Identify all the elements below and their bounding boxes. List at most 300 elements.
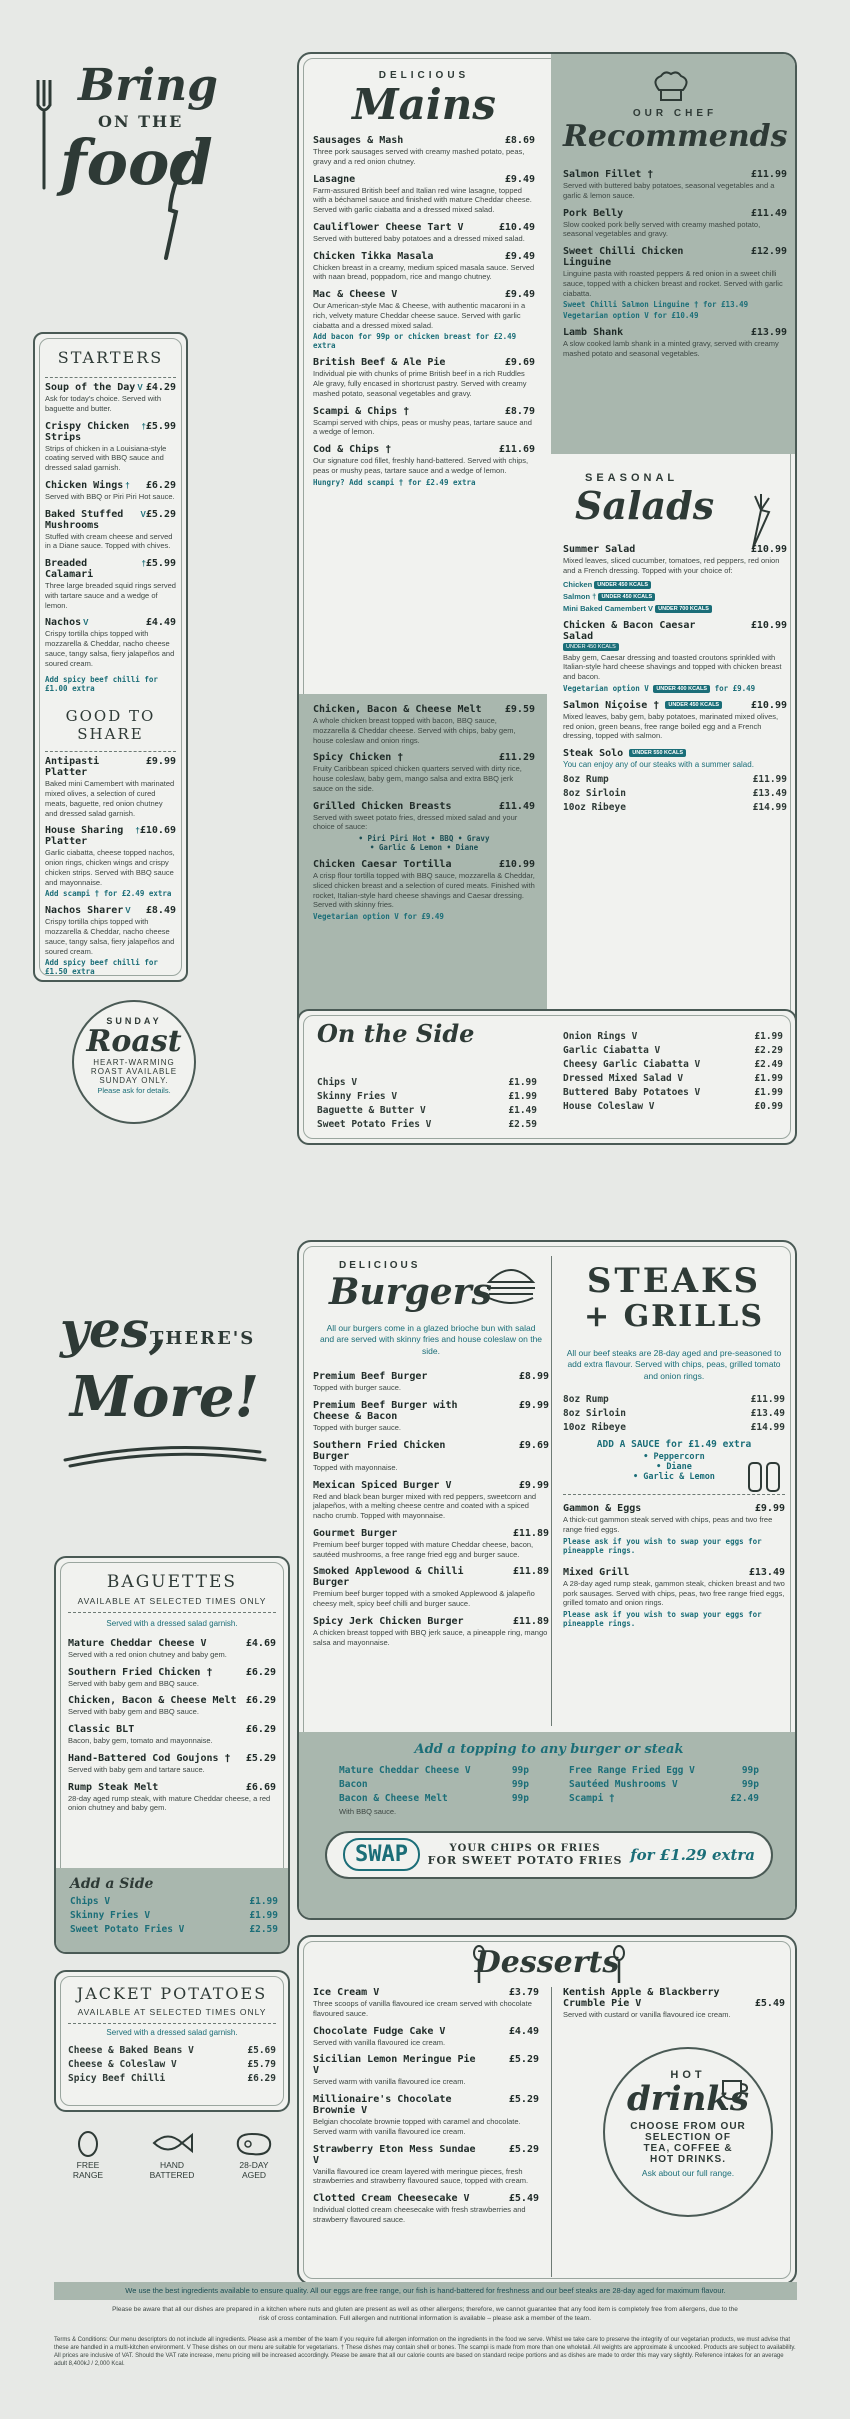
row-price: £1.99 [754,1031,783,1042]
price-row [339,1765,529,1776]
item-name: Grilled Chicken Breasts [313,800,452,812]
item-desc: Individual pie with chunks of prime British beef in a rich Ruddles Ale gravy, fully encased in shortcrust pastry. Served with creamy mashed potato, seasonal vegetables and gravy. [313,369,527,398]
baguette-item [68,1753,276,1775]
baguette-sides-list [70,1896,278,1935]
hero-line-1: Bring [78,60,218,111]
price-row [70,1924,278,1935]
toppings-block [299,1732,797,1920]
steaks-divider [563,1494,785,1495]
item-desc: Premium beef burger topped with a smoked Applewood & jalapeño cheesy melt, spicy beef chilli and burger sauce. [313,1589,535,1609]
item-name: Gourmet Burger [313,1527,398,1539]
row-name: Sweet Potato Fries V [70,1924,185,1935]
item-name: Mac & Cheese V [313,289,398,300]
drinks-title: drinks [626,2079,750,2119]
sauce-title: ADD A SAUCE for £1.49 extra [596,1439,752,1451]
hand-battered-label: HAND BATTERED [149,2160,195,2181]
mains-item [313,222,535,244]
swap-price: for £1.29 extra [630,1845,755,1864]
item-name: Southern Fried Chicken † [68,1666,213,1678]
item-name: Cauliflower Cheese Tart V [313,221,464,233]
row-name: Onion Rings V [563,1031,638,1042]
spoon-icon [611,1945,627,1985]
fork-icon [34,80,54,190]
nicoise-desc: Mixed leaves, baby gem, baby potatoes, marinated mixed olives, red onion, green beans, free range boiled egg and a French dressing, topped with salmon. [563,711,779,741]
item-desc: Served with buttered baby potatoes and a dressed mixed salad. [313,233,525,243]
item-desc: Farm-assured British beef and Italian red wine lasagne, topped with a béchamel sauce and finished with mature Cheddar cheese. Served with garlic ciabatta and a dressed mixed salad. [313,185,532,214]
sides-title: On the Side [317,1019,475,1048]
price-row [70,1910,278,1921]
item-desc: Topped with mayonnaise. [313,1462,398,1472]
row-price: £14.99 [750,1422,785,1434]
item-name: Salmon Fillet † [563,169,654,180]
swap-line-2: FOR SWEET POTATO FRIES [427,1853,623,1867]
jackets-title: JACKET POTATOES [76,1984,268,2003]
nicoise-price: £10.99 [750,699,787,711]
item-desc: Ask for today's choice. Served with baguette and butter. [45,394,162,413]
row-name: Garlic Ciabatta V [563,1045,661,1056]
item-name: Classic BLT [68,1724,135,1736]
baguettes-panel [54,1556,290,1954]
swap-line-1: YOUR CHIPS OR FRIES [449,1842,601,1854]
jackets-panel [54,1970,290,2112]
item-desc: Served with baby gem and BBQ sauce. [68,1678,199,1688]
linguine-salmon-addon: Sweet Chilli Salmon Linguine † for £13.49 [563,300,749,310]
price-row [339,1779,529,1790]
carrot-icon [743,492,779,552]
burger-item [313,1440,549,1473]
recommends-item [563,169,787,201]
item-name: Mature Cheddar Cheese V [68,1637,207,1649]
item-desc: Served with sweet potato fries, dressed mixed salad and your choice of sauce: [313,812,518,832]
item-name: Scampi & Chips † [313,405,410,417]
item-price: £11.49 [750,207,787,219]
price-row [68,2045,276,2056]
add-a-side-title: Add a Side [70,1876,154,1892]
mains-green-item [313,859,535,921]
row-name: 8oz Sirloin [563,788,626,800]
item-desc: 28-day aged rump steak, with mature Cheddar cheese, a red onion chutney and baby gem. [68,1793,271,1813]
starter-item [45,421,176,473]
row-price: £2.49 [754,1059,783,1070]
drinks-line-3: TEA, COFFEE & [643,2143,733,2154]
diet-marker: † [141,421,146,431]
price-row [569,1793,759,1804]
jackets-note: Served with a dressed salad garnish. [106,2028,238,2037]
item-price: £9.99 [518,1400,549,1412]
row-name: 8oz Rump [563,774,609,786]
baguettes-list [68,1638,276,1813]
item-desc: Served with baby gem and tartare sauce. [68,1764,205,1774]
row-name: Skinny Fries V [70,1910,151,1921]
row-name: Chips V [70,1896,111,1907]
item-name: Crispy Chicken Strips [45,420,130,443]
nicoise-salad-item [563,700,787,741]
item-price: £6.29 [245,1724,276,1736]
row-price: 99p [741,1779,759,1790]
row-price: £6.29 [247,2072,276,2084]
burgers-column [313,1260,549,1654]
item-name: Spicy Chicken † [313,752,404,764]
recommends-list [563,169,787,359]
item-name: Ice Cream V [313,1987,380,1998]
row-price: £5.79 [247,2058,276,2070]
row-price: £1.49 [508,1105,537,1116]
price-row [563,1422,785,1433]
row-name: Buttered Baby Potatoes V [563,1087,701,1098]
item-price: £6.29 [245,1695,276,1707]
item-price: £5.99 [145,558,176,569]
row-name: 10oz Ribeye [563,1422,626,1434]
item-price: £9.49 [504,173,535,185]
share-title: GOOD TO SHARE [65,707,156,744]
share-divider [45,751,176,752]
mains-green-list [313,704,535,921]
caesar-salad-name: Chicken & Bacon Caesar Salad [563,619,696,642]
row-name: 8oz Rump [563,1394,609,1406]
free-range-label: FREE RANGE [72,2160,104,2181]
item-desc: Our signature cod fillet, freshly hand-battered. Served with chips, peas or mushy peas, tartare sauce and a wedge of lemon. [313,456,529,475]
salads-small-title: SEASONAL [585,472,679,484]
salads-block [563,472,787,820]
quality-banner-text: We use the best ingredients available to ensure quality. All our eggs are free range, our fish is hand-battered for freshness and our beef steaks are 28-day aged for maximum flavour. [125,2286,726,2295]
price-row [339,1793,529,1804]
burger-item [313,1566,549,1609]
item-name: Chicken, Bacon & Cheese Melt [68,1695,237,1707]
mains-item [313,135,535,167]
item-price: £9.69 [504,357,535,369]
row-name: Skinny Fries V [317,1091,398,1102]
burger-item [313,1480,549,1521]
recommends-title: Recommends [563,119,788,154]
steaks-title-2: + GRILLS [583,1299,765,1334]
row-name: House Coleslaw V [563,1101,655,1112]
starter-item [45,509,176,552]
item-price: £3.79 [508,1987,539,1998]
row-price: £1.99 [508,1077,537,1088]
item-price: £11.89 [512,1527,549,1539]
item-price: £11.99 [750,169,787,180]
item-desc: Topped with burger sauce. [313,1383,401,1393]
row-price: £2.49 [730,1793,759,1804]
item-price: £10.69 [139,825,176,837]
item-desc: Served with vanilla flavoured ice cream. [313,2037,446,2047]
diet-marker: † [141,559,146,568]
item-name: Rump Steak Melt [68,1781,159,1793]
item-desc: Served with BBQ or Piri Piri Hot sauce. [45,491,175,501]
crumble-item [563,1987,785,2020]
salad-option-salmon [563,592,787,601]
burgers-title: Burgers [329,1271,492,1313]
item-name: Chocolate Fudge Cake V [313,2025,446,2037]
item-name: Nachos Sharer [45,905,124,917]
more-line-3: More! [70,1364,260,1430]
burgers-small-title: DELICIOUS [339,1260,421,1271]
item-name: Baked Stuffed Mushrooms [45,508,124,531]
item-price: £4.49 [145,617,176,629]
burger-item [313,1616,549,1648]
item-price: £8.79 [504,405,535,417]
jackets-list [68,2045,276,2084]
item-price: £6.29 [145,479,176,491]
mains-title: Mains [352,80,496,129]
baguette-item [68,1638,276,1660]
toppings-right-list [569,1765,759,1817]
hero-line-2: ON THE [98,112,184,131]
item-price: £11.49 [498,800,535,812]
item-desc: Belgian chocolate brownie topped with caramel and chocolate. Served warm with vanilla flavoured ice cream. [313,2117,521,2136]
item-desc: A whole chicken breast topped with bacon, BBQ sauce, mozzarella & Cheddar cheese. Served with chips, baby gem, house coleslaw and onion rings. [313,716,516,745]
free-range-badge [58,2128,118,2180]
drinks-line-5: Ask about our full range. [641,2168,735,2178]
baguettes-divider [68,1612,276,1613]
tortilla-veg-option: Vegetarian option V for £9.49 [313,912,444,921]
item-price: £11.89 [512,1615,549,1627]
drinks-line-1: CHOOSE FROM OUR [630,2121,746,2132]
summer-salad-desc: Mixed leaves, sliced cucumber, tomatoes, red peppers, red onion and a French dressing. Topped with your choice of: [563,556,780,575]
burger-item [313,1400,549,1433]
salad-option-chicken [563,580,787,589]
starter-item [45,382,176,414]
item-price: £9.99 [145,756,176,768]
item-price: £5.29 [508,2143,539,2155]
price-row [563,1087,783,1098]
kcal-badge: UNDER 700 KCALS [655,605,712,613]
drinks-line-4: HOT DRINKS. [650,2154,726,2165]
item-price: £11.89 [512,1566,549,1578]
item-name: Pork Belly [563,207,624,219]
row-price: £2.29 [754,1045,783,1056]
dessert-item [313,2054,539,2087]
item-desc: Premium beef burger topped with mature Cheddar cheese, bacon, sautéed mushrooms, a free range fried egg and burger sauce. [313,1539,534,1559]
starters-divider [45,377,176,378]
starters-panel [33,332,188,982]
aged-badge [222,2128,286,2180]
item-desc: Crispy tortilla chips topped with mozzarella & Cheddar, nacho cheese sauce, tangy salsa, fiery jalapeños and soured cream. [45,629,175,668]
row-name: Bacon & Cheese Melt [339,1793,448,1804]
item-desc: Served warm with vanilla flavoured ice cream. [313,2077,466,2087]
share-addon-scampi: Add scampi † for £2.49 extra [45,889,172,899]
swap-banner [325,1831,773,1879]
diet-marker: † [135,826,140,836]
yes-theres-more-hero [60,1280,270,1480]
row-price: £5.69 [247,2044,276,2056]
terms-text: Terms & Conditions: Our menu descriptors do not include all ingredients. Please ask a member of the team if you require full allergen information on the ingredients in the food we serve. Whilst we take care to preserve the integrity of our vegetarian products, we must advise that these are handled in a multi-kitchen environment. V These dishes on our menu are suitable for vegetarians. † These dishes may contain shell or bones. The scampi is made from more than one wholetail. All weights are approximate & uncooked. Products are subject to availability. All prices are inclusive of VAT. Should the VAT rate increase, menu pricing will be increased accordingly. Please be aware that all our calorie counts are based on standard recipe portions and as dishes are made to order this may vary slightly. Reference intakes for an average adult 8,400kJ / 2,000 Kcal. [54,2337,796,2368]
row-price: £1.99 [754,1087,783,1098]
item-name: Premium Beef Burger with Cheese & Bacon [313,1400,458,1423]
mains-panel [297,52,797,1052]
share-item [45,825,176,898]
baguettes-note: Served with a dressed salad garnish. [106,1619,238,1628]
item-name: British Beef & Ale Pie [313,357,446,369]
salads-title: Salads [575,483,715,528]
row-name: 8oz Sirloin [563,1408,626,1420]
drinks-small-title: HOT [670,2069,706,2081]
steak-solo-note: You can enjoy any of our steaks with a summer salad. [563,760,754,770]
item-name: Southern Fried Chicken Burger [313,1439,446,1462]
kcal-badge: UNDER 450 KCALS [665,701,722,709]
steaks-title-1: STEAKS [586,1261,762,1301]
row-price: £11.99 [752,774,787,786]
item-price: £4.49 [508,2025,539,2037]
row-price: £13.49 [750,1408,785,1420]
share-item [45,756,176,818]
knife-icon [162,150,196,260]
row-name: Cheese & Coleslaw V [68,2058,177,2070]
steak-solo-name [563,748,787,759]
price-row [563,1394,785,1405]
diet-marker: V [125,906,131,916]
kcal-badge: UNDER 400 KCALS [653,685,710,693]
salad-option-chicken-label: Chicken [563,579,593,589]
item-price: £11.29 [498,752,535,764]
item-name: Clotted Cream Cheesecake V [313,2193,470,2204]
summer-salad-item [563,544,787,613]
item-name: Strawberry Eton Mess Sundae V [313,2143,476,2166]
item-desc: Strips of chicken in a Louisiana-style coating served with BBQ sauce and dressed salad garnish. [45,443,167,472]
row-name: 10oz Ribeye [563,802,626,814]
mains-small-title: DELICIOUS [378,70,470,81]
recommends-small-title: OUR CHEF [632,108,718,119]
price-row [563,788,787,799]
price-row [563,1045,783,1056]
item-desc: Slow cooked pork belly served with creamy mashed potato, seasonal vegetables and gravy. [563,219,761,239]
starter-item [45,480,176,502]
swap-word: SWAP [343,1838,420,1871]
price-row [563,1101,783,1112]
row-name: Cheesy Garlic Ciabatta V [563,1059,701,1070]
item-price: £4.29 [145,382,176,393]
baguette-item [68,1695,276,1717]
item-desc: Three large breaded squid rings served with tartare sauce and a wedge of lemon. [45,581,176,610]
item-price: £6.29 [245,1666,276,1678]
steak-sauce-block [563,1439,785,1482]
grill-addon: Please ask if you wish to swap your eggs for pineapple rings. [563,1610,762,1629]
row-name: Mature Cheddar Cheese V [339,1765,471,1776]
more-line-1: yes, [60,1300,167,1359]
mains-green-item [313,801,535,853]
hot-drinks-badge [603,2047,773,2217]
grilled-chicken-sauces [313,834,535,852]
item-desc: A crisp flour tortilla topped with BBQ sauce, mozzarella & Cheddar, sliced chicken breast and a selection of cured meats. Finished with rocket, Italian-style hard cheese shavings and Caesar dressing. Served with skinny fries. [313,871,535,910]
recommends-item [563,327,787,359]
starters-title: STARTERS [57,348,164,367]
item-desc: Scampi served with chips, peas or mushy peas, tartare sauce and a wedge of lemon. [313,417,532,437]
price-row [563,1408,785,1419]
grill-desc: A 28-day aged rump steak, gammon steak, chicken breast and two pork sausages. Served with chips, peas, two free range fried eggs, grilled tomato and onion rings. [563,1578,785,1608]
fish-icon [150,2128,194,2158]
caesar-salad-item [563,620,787,693]
roast-line-3: SUNDAY ONLY. [99,1076,169,1085]
item-desc: Served with buttered baby potatoes, seasonal vegetables and a garlic & lemon sauce. [563,181,775,200]
item-name: Nachos [45,617,82,629]
diet-marker: V [83,618,89,628]
jackets-divider [68,2023,276,2024]
item-price: £5.29 [245,1752,276,1764]
sides-panel [297,1009,797,1145]
steak-solo-item [563,748,787,813]
item-desc: A chicken breast topped with BBQ jerk sauce, a pineapple ring, mango salsa and mayonnaise. [313,1627,548,1647]
sauce-line-2: • Garlic & Lemon • Diane [369,843,479,852]
sides-left-list [317,1077,537,1133]
dessert-item [313,2193,539,2225]
price-row [70,1896,278,1907]
steaks-note: All our beef steaks are 28-day aged and pre-seasoned to add extra flavour. Served with chips, peas, grilled tomato and onion rings. [566,1348,782,1381]
burger-icon [483,1260,539,1310]
roast-sunday: SUNDAY [106,1016,162,1026]
row-name: Free Range Fried Egg V [569,1765,695,1776]
row-price: 99p [741,1765,759,1776]
item-price: £5.99 [145,420,176,432]
row-price: £2.59 [249,1924,278,1935]
item-desc: Chicken breast in a creamy, medium spiced masala sauce. Served with naan bread, poppadom, rice and mango chutney. [313,262,535,282]
grill-name: Mixed Grill [563,1566,630,1578]
crumble-desc: Served with custard or vanilla flavoured ice cream. [563,2010,731,2019]
item-name: Soup of the Day [45,382,136,393]
item-price: £13.99 [750,327,787,339]
item-name: Cod & Chips † [313,444,392,455]
row-price: £0.99 [754,1101,783,1112]
item-desc: A slow cooked lamb shank in a minted gravy, served with creamy mashed potato and seasonal vegetables. [563,339,779,358]
gammon-name: Gammon & Eggs [563,1503,642,1515]
desserts-panel [297,1935,797,2285]
starter-item [45,558,176,610]
item-name: Spicy Jerk Chicken Burger [313,1615,464,1627]
row-name: Dressed Mixed Salad V [563,1073,684,1084]
item-desc: Stuffed with cream cheese and served in a Diane sauce. Topped with chives. [45,531,173,551]
sides-right-list [563,1031,783,1115]
gammon-addon: Please ask if you wish to swap your eggs for pineapple rings. [563,1536,762,1555]
linguine-veg-addon: Vegetarian option V for £10.49 [563,311,699,321]
kcal-badge: UNDER 450 KCALS [594,581,651,589]
sauce-option-2: • Diane [656,1462,692,1473]
row-price: £13.49 [752,788,787,800]
caesar-veg-price: for £9.49 [714,683,756,693]
mains-item [313,357,535,398]
item-name: Chicken Tikka Masala [313,250,434,262]
toppings-left-list [339,1765,529,1804]
item-name: House Sharing Platter [45,825,124,848]
burgers-note: All our burgers come in a glazed brioche bun with salad and are served with skinny fries and house coleslaw on the side. [319,1323,543,1356]
item-price: £9.49 [504,250,535,262]
roast-line-4: Please ask for details. [97,1086,171,1095]
diet-marker: V [140,509,146,519]
item-price: £10.99 [498,859,535,870]
item-desc: Served with baby gem and BBQ sauce. [68,1707,199,1717]
item-name: Premium Beef Burger [313,1371,428,1383]
item-desc: Individual clotted cream cheesecake with fresh strawberries and strawberry flavoured sauce. [313,2205,526,2224]
nicoise-name-text: Salmon Niçoise † [563,699,660,711]
kcal-badge: UNDER 550 KCALS [629,749,686,757]
salad-option-camembert [563,604,787,613]
steaks-list [563,1394,785,1433]
item-desc: Crispy tortilla chips topped with mozzarella & Cheddar, nacho cheese sauce, tangy salsa, fiery jalapeños and soured cream. [45,917,175,956]
aged-label: 28-DAY AGED [239,2160,269,2181]
item-price: £9.49 [504,289,535,300]
price-row [317,1091,537,1102]
starters-list [45,382,176,668]
price-row [563,1031,783,1042]
item-name: Antipasti Platter [45,756,100,779]
starter-item [45,617,176,668]
mains-green-item [313,704,535,745]
mains-green-item [313,752,535,793]
kcal-badge: UNDER 450 KCALS [563,643,619,651]
dessert-item [313,2094,539,2137]
price-row [563,1073,783,1084]
row-name: Chips V [317,1077,358,1088]
row-price: £11.99 [750,1394,785,1406]
item-price: £5.49 [508,2193,539,2204]
